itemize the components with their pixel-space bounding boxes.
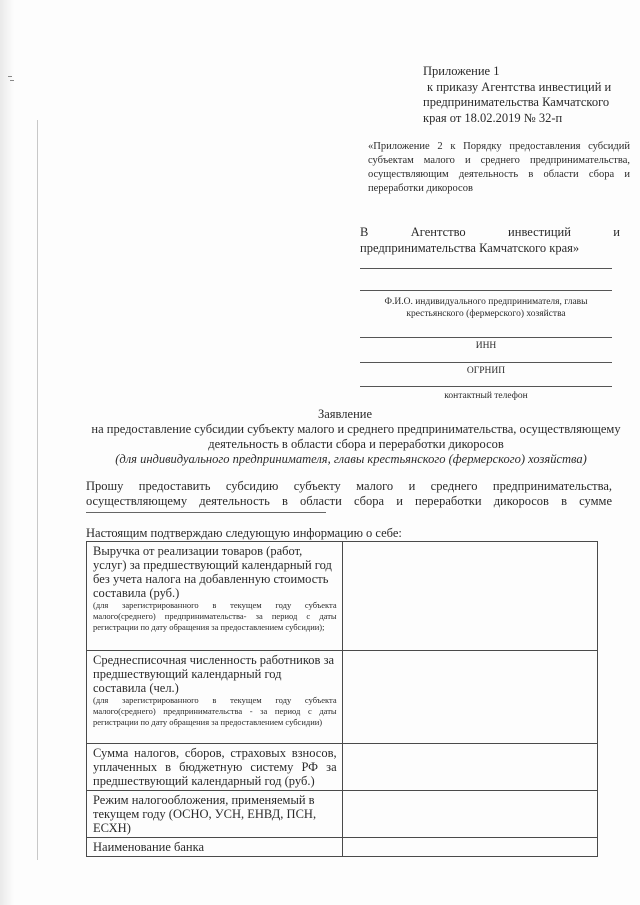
table-row <box>87 542 598 651</box>
addressee: В Агентство инвестиций и предпринимательства Камчатского края» <box>360 225 620 255</box>
table-cell-label <box>87 651 343 744</box>
info-table <box>86 541 598 857</box>
statement-subtitle: на предоставление субсидии субъекту малого и среднего предпринимательства, осуществляющему деятельность в области сбора и переработки дикоросов <box>91 422 621 451</box>
table-cell-value[interactable] <box>342 651 597 744</box>
ogrnip-line <box>360 362 612 363</box>
table-cell-value[interactable] <box>342 838 597 857</box>
scan-edge-shadow <box>0 0 14 905</box>
inn-line <box>360 337 612 338</box>
table-cell-label <box>87 838 343 857</box>
fio-caption: Ф.И.О. индивидуального предпринимателя, главы крестьянского (фермерского) хозяйства <box>384 297 588 319</box>
scan-speck <box>10 80 14 81</box>
row-label: Выручка от реализации товаров (работ, услуг) за предшествующий календарный год без учета налога на добавленную стоимость составила (руб.) <box>93 544 332 600</box>
fio-line-1 <box>360 268 612 269</box>
table-cell-label <box>87 744 343 791</box>
row-label: Режим налогообложения, применяемый в текущем году (ОСНО, УСН, ЕНВД, ПСН, ЕСХН) <box>93 793 317 835</box>
scan-fold-line <box>37 120 38 860</box>
table-row <box>87 791 598 838</box>
request-text: Прошу предоставить субсидию субъекту малого и среднего предпринимательства, осуществляющему деятельность в области сбора и переработки дикоросов в сумме <box>86 479 612 508</box>
phone-line <box>360 386 612 387</box>
table-row <box>87 838 598 857</box>
table-cell-label <box>87 542 343 651</box>
ogrnip-caption: ОГРНИП <box>466 366 506 376</box>
fio-line-2 <box>360 290 612 291</box>
row-label: Среднесписочная численность работников за предшествующий календарный год составила (чел.) <box>93 653 335 695</box>
table-cell-value[interactable] <box>342 744 597 791</box>
statement-note: (для индивидуального предпринимателя, главы крестьянского (фермерского) хозяйства) <box>115 452 587 466</box>
table-cell-label <box>87 791 343 838</box>
table-row <box>87 744 598 791</box>
amount-line <box>86 512 326 513</box>
row-label: Наименование банка <box>93 840 205 854</box>
statement-title: Заявление <box>317 407 372 421</box>
row-label: Сумма налогов, сборов, страховых взносов, уплаченных в бюджетную систему РФ за предшествующий календарный год (руб.) <box>93 746 337 788</box>
annex-line-4: края от 18.02.2019 № 32-п <box>423 110 563 125</box>
confirm-text: Настоящим подтверждаю следующую информацию о себе: <box>86 526 402 540</box>
table-row <box>87 651 598 744</box>
scan-speck <box>8 76 12 77</box>
annex-line-3: предпринимательства Камчатского <box>423 95 610 109</box>
inn-caption: ИНН <box>475 341 497 351</box>
annex-line-2: к приказу Агентства инвестиций и <box>427 79 612 94</box>
row-note: (для зарегистрированного в текущем году субъекта малого(среднего) предпринимательства- за период с даты регистрации по дату обращения за предоставлением субсидии); <box>93 600 337 632</box>
phone-caption: контактный телефон <box>444 391 528 401</box>
annex-header <box>423 64 611 126</box>
row-note: (для зарегистрированного в текущем году субъекта малого(среднего) предпринимательства - за период с даты регистрации по дату обращения за предоставлением субсидии) <box>93 695 337 727</box>
table-cell-value[interactable] <box>342 542 597 651</box>
table-cell-value[interactable] <box>342 791 597 838</box>
annex-line-1: Приложение 1 <box>423 64 500 78</box>
annex-2-header: «Приложение 2 к Порядку предоставления субсидий субъектам малого и среднего предпринимательства, осуществляющим деятельность в области сбора и переработки дикоросов <box>368 141 630 194</box>
